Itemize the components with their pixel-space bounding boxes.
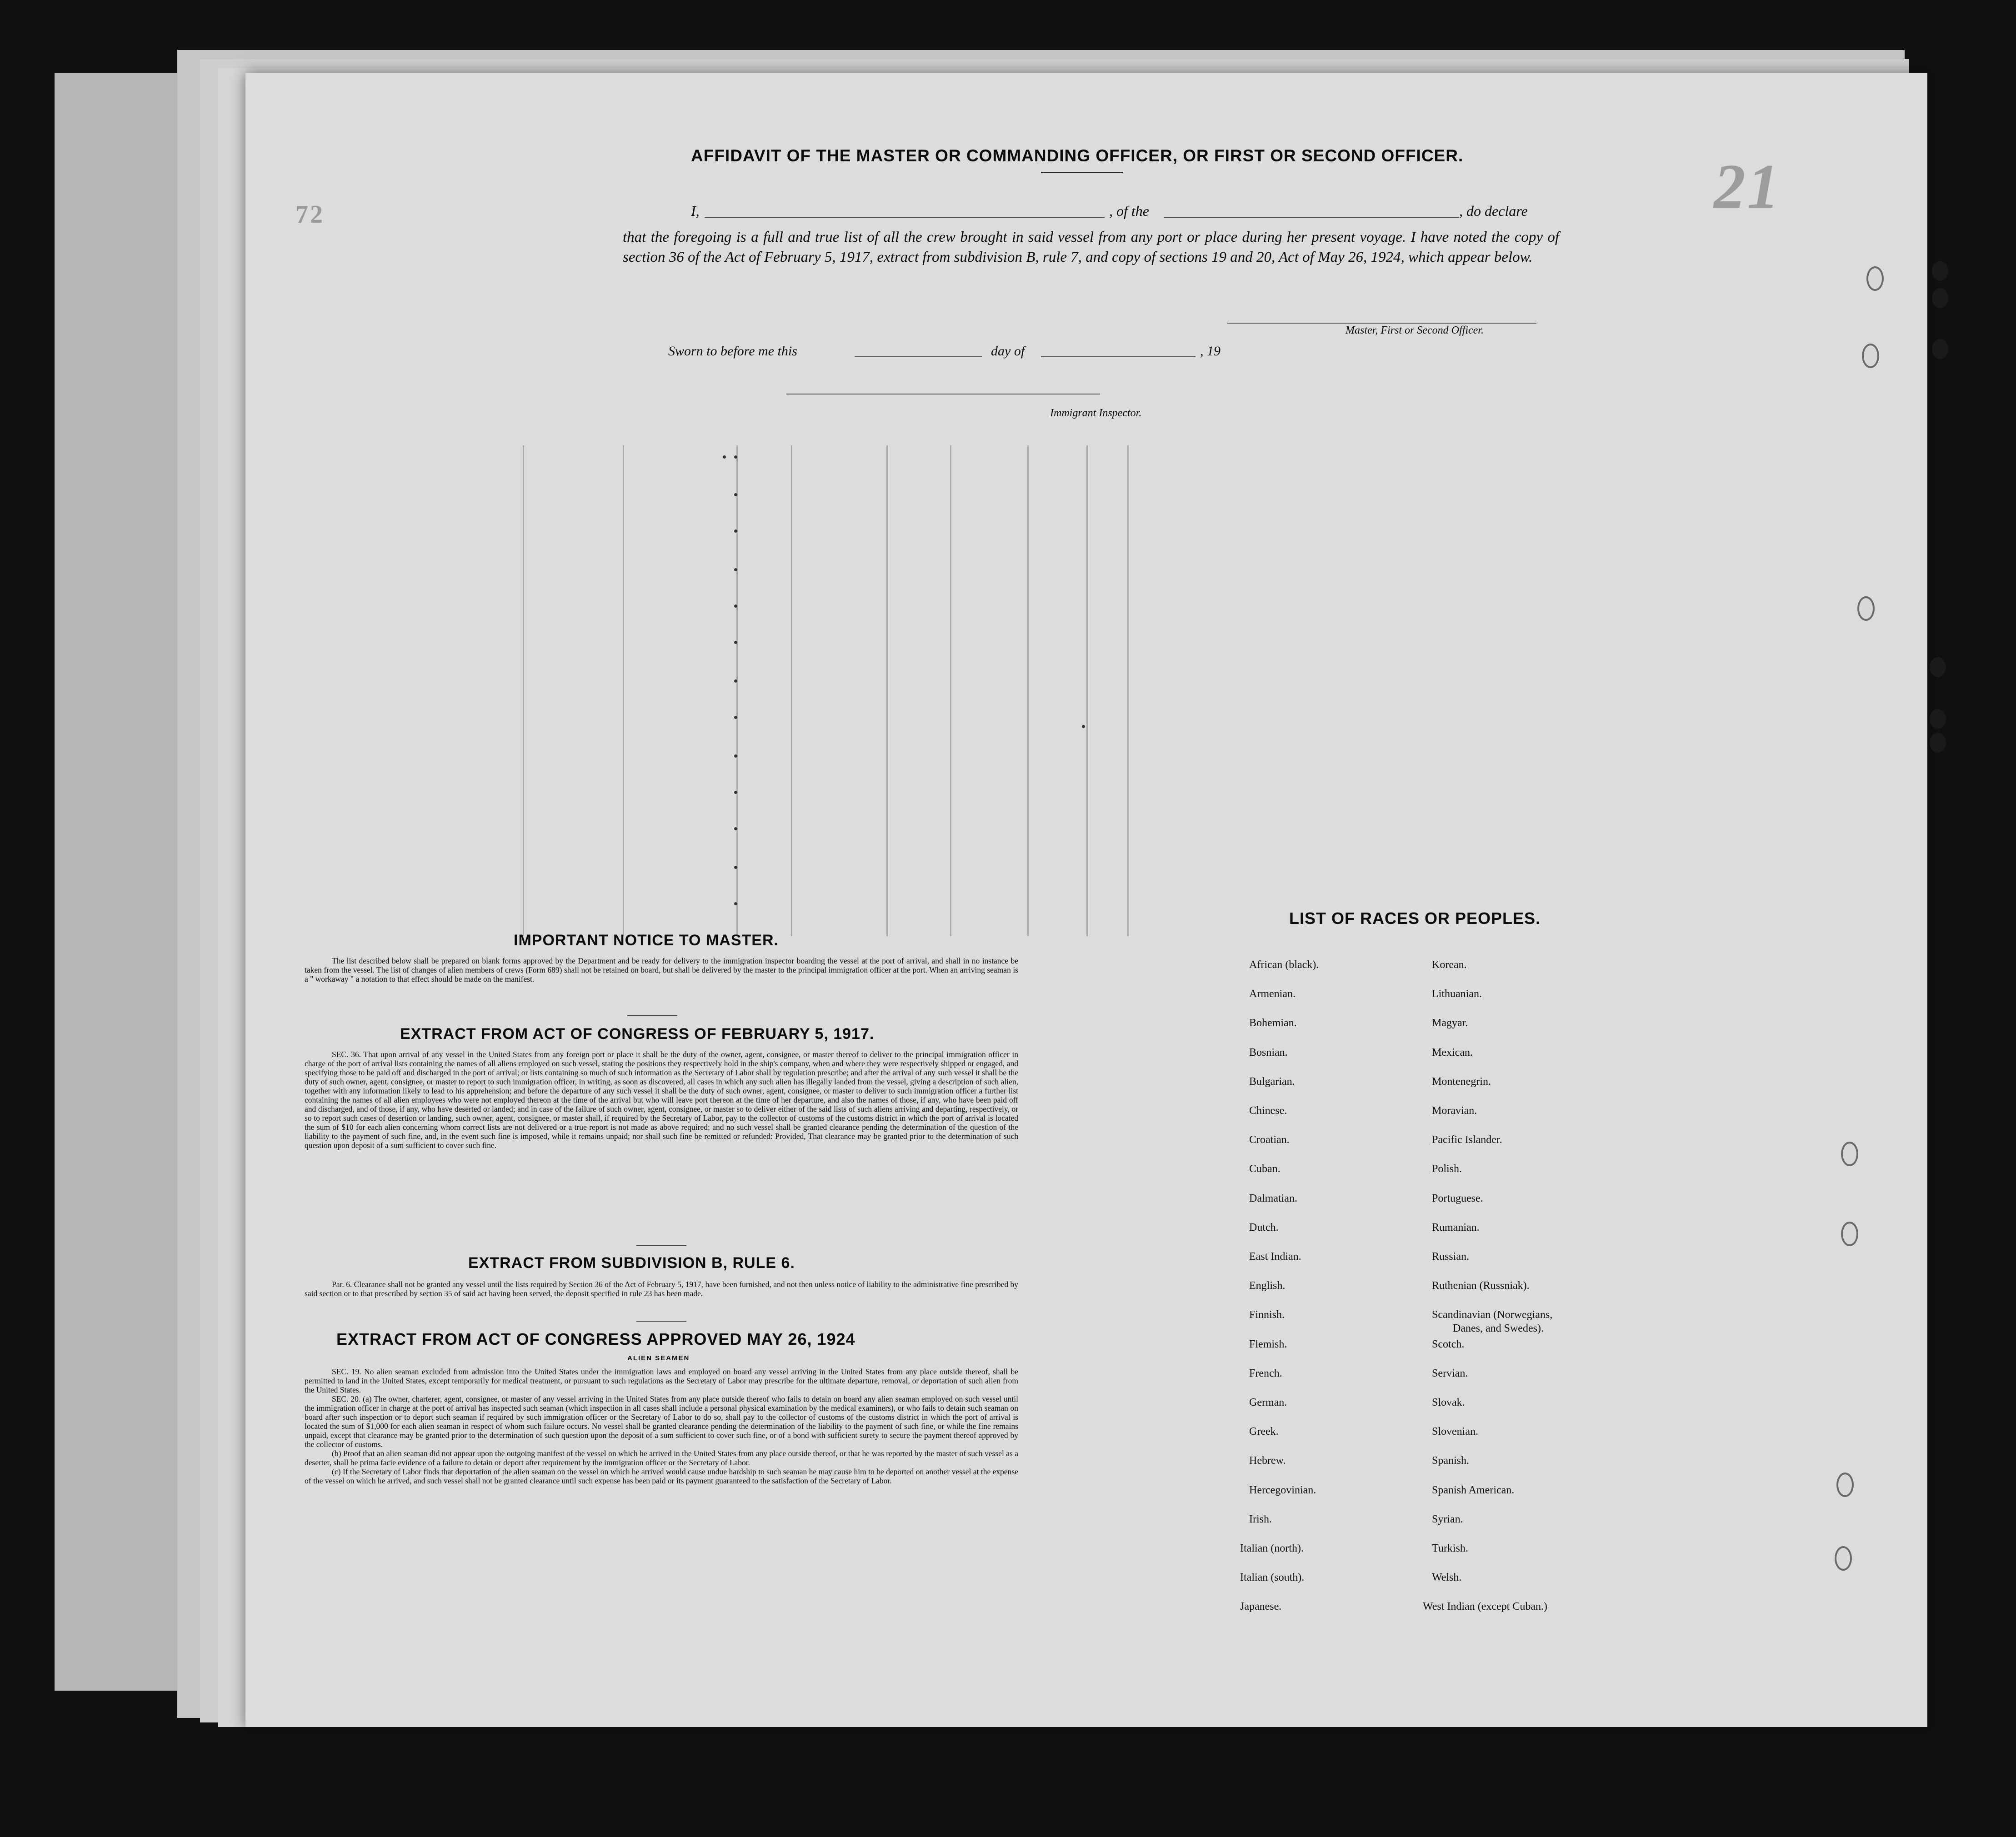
row-dot bbox=[734, 754, 737, 758]
column-rule bbox=[791, 445, 792, 936]
handwritten-sheet-mark: 72 bbox=[295, 200, 325, 229]
column-rule bbox=[623, 445, 624, 936]
binder-hole bbox=[1836, 1473, 1854, 1497]
race-item: Scotch. bbox=[1432, 1338, 1465, 1350]
race-item: Flemish. bbox=[1249, 1338, 1287, 1350]
row-dot bbox=[723, 455, 726, 459]
binder-hole-dark bbox=[1930, 709, 1946, 729]
binder-hole-dark bbox=[1930, 733, 1946, 753]
binder-hole bbox=[1841, 1142, 1858, 1166]
sworn-label: Sworn to before me this bbox=[668, 344, 797, 359]
race-item: Bohemian. bbox=[1249, 1017, 1297, 1029]
race-item: Turkish. bbox=[1432, 1542, 1468, 1554]
column-rule bbox=[950, 445, 951, 936]
signature-label: Master, First or Second Officer. bbox=[1346, 324, 1484, 336]
sworn-month-line bbox=[1041, 356, 1196, 357]
race-item: Croatian. bbox=[1249, 1134, 1290, 1146]
binder-hole bbox=[1841, 1222, 1858, 1246]
race-item: Ruthenian (Russniak). bbox=[1432, 1280, 1530, 1292]
race-item: Moravian. bbox=[1432, 1105, 1477, 1117]
race-item: German. bbox=[1249, 1397, 1287, 1408]
extract-rule6-title: EXTRACT FROM SUBDIVISION B, RULE 6. bbox=[468, 1254, 795, 1272]
race-item: Bosnian. bbox=[1249, 1046, 1288, 1058]
column-rule bbox=[1086, 445, 1088, 936]
binder-hole bbox=[1862, 344, 1879, 368]
affidavit-title-rule bbox=[1041, 172, 1123, 173]
binder-hole-dark bbox=[1932, 261, 1948, 281]
race-item: French. bbox=[1249, 1367, 1282, 1379]
race-item: Servian. bbox=[1432, 1367, 1468, 1379]
extract-1924-sec20b: (b) Proof that an alien seaman did not appear upon the outgoing manifest of the vessel on which he arrived in the United States from any place outside thereof, or that he was reported by the master of such vessel as a deserter, shall be prima facie evidence of a failure to detain or deport after requirement by the immigration officer or the Secretary of Labor. bbox=[305, 1449, 1018, 1467]
race-item: Slovenian. bbox=[1432, 1426, 1478, 1438]
race-item: African (black). bbox=[1249, 959, 1319, 971]
affidavit-i-label: I, bbox=[691, 203, 700, 219]
race-item: Syrian. bbox=[1432, 1513, 1463, 1525]
affidavit-declare-label: , do declare bbox=[1459, 203, 1528, 219]
row-dot bbox=[734, 827, 737, 830]
race-item: Italian (south). bbox=[1240, 1572, 1305, 1584]
column-rule bbox=[886, 445, 888, 936]
extract-1924-sec20a: SEC. 20. (a) The owner, charterer, agent, consignee, or master of any vessel arriving in the United States from any place outside thereof who fails to detain on board any alien seaman employed on such vessel until the immigration officer in charge at the port of arrival has inspected such seaman (which inspection in all cases shall include a personal physical examination by the medical examiners), or who fails to detain such seaman on board after such inspection or to deport such seaman if required by such immigration officer or the Secretary of Labor to do so, shall pay to the collector of customs of the customs district in which the port of arrival is located the sum of $1,000 for each alien seaman in respect of whom such failure occurs. No vessel shall be granted clearance pending the determination of the liability to the payment of such fine, or while the fine remains unpaid, except that clearance may be granted prior to the determination of such question upon the deposit of a sum sufficient to cover such fine, or of a bond with sufficient surety to secure the payment thereof approved by the collector of customs. bbox=[305, 1394, 1018, 1449]
race-item: Polish. bbox=[1432, 1163, 1462, 1175]
race-item: Spanish American. bbox=[1432, 1484, 1515, 1496]
extract-rule6-rule bbox=[636, 1321, 686, 1322]
row-dot bbox=[734, 791, 737, 794]
race-item: West Indian (except Cuban.) bbox=[1423, 1601, 1547, 1613]
race-item: Danes, and Swedes). bbox=[1453, 1323, 1544, 1335]
affidavit-of-the-label: , of the bbox=[1109, 203, 1149, 219]
row-dot bbox=[734, 604, 737, 608]
row-dot bbox=[734, 679, 737, 683]
notice-title: IMPORTANT NOTICE TO MASTER. bbox=[514, 932, 779, 949]
race-item: Japanese. bbox=[1240, 1601, 1282, 1613]
race-item: Lithuanian. bbox=[1432, 988, 1482, 1000]
binder-hole bbox=[1857, 596, 1875, 621]
race-item: Pacific Islander. bbox=[1432, 1134, 1502, 1146]
signature-line bbox=[1227, 323, 1536, 324]
race-item: English. bbox=[1249, 1280, 1286, 1292]
race-item: Scandinavian (Norwegians, bbox=[1432, 1309, 1553, 1321]
race-item: Finnish. bbox=[1249, 1309, 1285, 1321]
column-rule bbox=[1027, 445, 1029, 936]
race-item: Slovak. bbox=[1432, 1397, 1465, 1408]
affidavit-name-line bbox=[705, 217, 1105, 218]
race-item: Magyar. bbox=[1432, 1017, 1468, 1029]
race-item: Mexican. bbox=[1432, 1046, 1473, 1058]
extract-1924-title: EXTRACT FROM ACT OF CONGRESS APPROVED MAY 26, 1924 bbox=[336, 1330, 855, 1348]
race-item: Russian. bbox=[1432, 1251, 1470, 1263]
row-dot bbox=[734, 866, 737, 869]
handwritten-page-number: 21 bbox=[1714, 151, 1781, 222]
binder-hole-dark bbox=[1932, 339, 1948, 359]
race-item: Hercegovinian. bbox=[1249, 1484, 1316, 1496]
race-item: Hebrew. bbox=[1249, 1455, 1286, 1467]
race-item: Korean. bbox=[1432, 959, 1467, 971]
extract-1917-title: EXTRACT FROM ACT OF CONGRESS OF FEBRUARY 5, 1917. bbox=[400, 1025, 875, 1043]
race-item: Montenegrin. bbox=[1432, 1075, 1491, 1088]
race-item: Portuguese. bbox=[1432, 1192, 1483, 1204]
column-rule bbox=[736, 445, 738, 936]
race-item: Italian (north). bbox=[1240, 1542, 1304, 1554]
extract-rule6-paragraph: Par. 6. Clearance shall not be granted any vessel until the lists required by Section 36 of the Act of February 5, 1917, have been furnished, and not then unless notice of liability to the administrative fine prescribed by said section or to that prescribed by section 35 of said act having been served, the deposit specified in rule 23 has been made. bbox=[305, 1280, 1018, 1298]
inspector-label: Immigrant Inspector. bbox=[1050, 407, 1142, 419]
day-of-label: day of bbox=[991, 344, 1025, 359]
extract-1917-paragraph: SEC. 36. That upon arrival of any vessel in the United States from any foreign port or place it shall be the duty of the owner, agent, consignee, or master thereof to deliver to the principal immigration officer in charge of the port of arrival lists containing the names of all aliens employed on such vessel, stating the positions they respectively hold in the ship's company, when and where they were respectively shipped or engaged, and specifying those to be paid off and discharged in the port of arrival; or lists containing so much of such information as the Secretary of Labor shall by regulation prescribe; and after the arrival of any such vessel it shall be the duty of such owner, agent, consignee, or master to report to such immigration officer, in writing, as soon as discovered, all cases in which any such alien has illegally landed from the vessel, giving a description of such alien, together with any information likely to lead to his apprehension; and before the departure of any such vessel it shall be the duty of such owner, agent, consignee, or master to deliver to such immigration officer a further list containing the names of all alien employees who were not employed thereon at the time of the arrival but who will leave port thereon at the time of her departure, and also the names of those, if any, who have been paid off and discharged, and of those, if any, who have deserted or landed; and in case of the failure of such owner, agent, consignee, or master so to deliver either of the said lists of such aliens arriving and departing, respectively, or so to report such cases of desertion or landing, such owner, agent, consignee, or master shall, if required by the Secretary of Labor, pay to the collector of customs of the customs district in which the port of arrival is located the sum of $10 for each alien concerning whom correct lists are not delivered or a true report is not made as above required; and no such vessel shall be granted clearance pending the determination of the question of the liability to the payment of such fine, and, in the event such fine is imposed, while it remains unpaid; nor shall such fine be remitted or refunded: Provided, That clearance may be granted prior to the determination of such question upon deposit of a sum sufficient to cover such fine. bbox=[305, 1050, 1018, 1150]
extract-1924-subtitle: ALIEN SEAMEN bbox=[627, 1354, 690, 1362]
races-title: LIST OF RACES OR PEOPLES. bbox=[1289, 909, 1541, 928]
sworn-day-line bbox=[855, 356, 982, 357]
row-dot bbox=[734, 493, 737, 496]
race-item: Bulgarian. bbox=[1249, 1075, 1295, 1088]
row-dot bbox=[734, 716, 737, 719]
race-item: Spanish. bbox=[1432, 1455, 1470, 1467]
binder-hole bbox=[1866, 266, 1884, 291]
extract-1924-sec19: SEC. 19. No alien seaman excluded from admission into the United States under the immigration laws and employed on board any vessel arriving in the United States from any place outside thereof, shall be permitted to land in the United States, except temporarily for medical treatment, or pursuant to such regulations as the Secretary of Labor may prescribe for the ultimate departure, removal, or deportation of such alien from the United States. bbox=[305, 1367, 1018, 1394]
race-item: Welsh. bbox=[1432, 1572, 1462, 1584]
row-dot bbox=[734, 455, 737, 459]
affidavit-title: AFFIDAVIT OF THE MASTER OR COMMANDING OFFICER, OR FIRST OR SECOND OFFICER. bbox=[691, 146, 1464, 165]
column-rule bbox=[523, 445, 524, 936]
binder-hole-dark bbox=[1930, 657, 1946, 677]
extract-1917-rule bbox=[636, 1245, 686, 1246]
race-item: Chinese. bbox=[1249, 1105, 1287, 1117]
row-dot bbox=[734, 641, 737, 644]
row-dot bbox=[734, 529, 737, 533]
extract-1924-body bbox=[305, 1367, 1018, 1485]
race-item: Dutch. bbox=[1249, 1221, 1279, 1233]
row-dot bbox=[734, 568, 737, 571]
binder-hole bbox=[1835, 1546, 1852, 1571]
notice-body: The list described below shall be prepared on blank forms approved by the Department and be ready for delivery to the immigration inspector boarding the vessel at the port of arrival, and shall in no instance be taken from the vessel. The list of changes of alien members of crews (Form 689) shall not be retained on board, but shall be delivered by the master to the principal immigration officer at the port. When an arriving seaman is a " workaway " a notation to that effect should be made on the manifest. bbox=[305, 956, 1018, 983]
affidavit-body: that the foregoing is a full and true list of all the crew brought in said vessel from any port or place during her present voyage. I have noted the copy of section 36 of the Act of February 5, 1917, extract from subdivision B, rule 7, and copy of sections 19 and 20, Act of May 26, 1924, which appear below. bbox=[623, 229, 1559, 265]
column-rule bbox=[1127, 445, 1129, 936]
race-item: Rumanian. bbox=[1432, 1221, 1480, 1233]
affidavit-vessel-line bbox=[1164, 217, 1459, 218]
race-item: Irish. bbox=[1249, 1513, 1272, 1525]
extract-1917-body bbox=[305, 1050, 1018, 1150]
extract-rule6-body bbox=[305, 1280, 1018, 1298]
binder-hole-dark bbox=[1932, 288, 1948, 308]
row-dot bbox=[734, 902, 737, 905]
notice-rule bbox=[627, 1015, 677, 1016]
race-item: Armenian. bbox=[1249, 988, 1296, 1000]
year-label: , 19 bbox=[1200, 344, 1221, 359]
race-item: Greek. bbox=[1249, 1426, 1279, 1438]
race-item: East Indian. bbox=[1249, 1251, 1301, 1263]
extract-1924-sec20c: (c) If the Secretary of Labor finds that deportation of the alien seaman on the vessel on which he arrived would cause undue hardship to such seaman he may cause him to be deported on another vessel at the expense of the vessel on which he arrived, and such vessel shall not be granted clearance until such expense has been paid or its payment guaranteed to the satisfaction of the Secretary of Labor. bbox=[305, 1467, 1018, 1485]
race-item: Dalmatian. bbox=[1249, 1192, 1297, 1204]
race-item: Cuban. bbox=[1249, 1163, 1281, 1175]
row-dot bbox=[1082, 725, 1085, 728]
